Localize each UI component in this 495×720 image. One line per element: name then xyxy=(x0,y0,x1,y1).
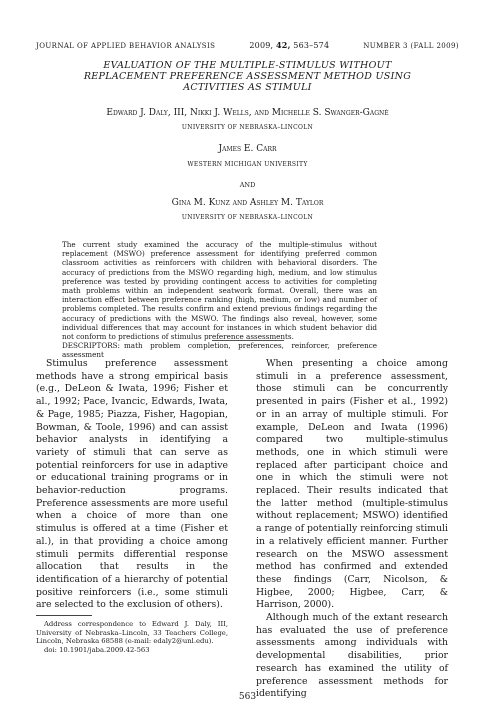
footnote-doi: doi: 10.1901/jaba.2009.42-563 xyxy=(44,645,150,654)
body-paragraph-2: When presenting a choice among stimuli in a preference assessment, those stimuli can be concurrently presented in pairs (Fisher et al., 1992) or in an array of multiple stimuli. For example, DeLeon and Iwata (1996) compared two multiple-stimulus methods, one in which stimuli were replaced after participant choice and one in which the stimuli were not replaced. Their results indicated that the latter method (multiple-stimulus without replacement; MSWO) identified a range of potentially reinforcing stimuli in a relatively efficient manner. Further research on the MSWO assessment method has confirmed and extended these findings (Carr, Nicolson, & Higbee, 2000; Higbee, Carr, & Harrison, 2000). xyxy=(256,358,448,611)
author-list-2: James E. Carr xyxy=(218,144,277,154)
running-head xyxy=(36,40,459,50)
body-column-left xyxy=(36,358,228,612)
issue-label: NUMBER 3 (FALL 2009) xyxy=(363,42,459,50)
article-title: EVALUATION OF THE MULTIPLE-STIMULUS WITHOUT REPLACEMENT PREFERENCE ASSESSMENT METHOD USING ACTIVITIES AS STIMULI xyxy=(83,60,412,93)
descriptors-text: math problem completion, preferences, reinforcer, preference assessment xyxy=(62,341,377,360)
footnote-rule xyxy=(36,615,92,616)
affiliation-1: UNIVERSITY OF NEBRASKA–LINCOLN xyxy=(181,124,314,131)
section-divider xyxy=(212,340,284,341)
citation xyxy=(249,40,329,50)
footnote-address: Address correspondence to Edward J. Daly, III, University of Nebraska–Lincoln, 33 Teachers College, Lincoln, Nebraska 68588 (e-mail: edaly2@unl.edu). xyxy=(36,620,228,646)
descriptors-label: DESCRIPTORS: xyxy=(62,341,120,351)
affiliation-3: UNIVERSITY OF NEBRASKA–LINCOLN xyxy=(181,214,314,221)
affiliation-2: WESTERN MICHIGAN UNIVERSITY xyxy=(187,161,308,168)
citation-year: 2009, xyxy=(249,41,277,50)
author-list-3: Gina M. Kunz and Ashley M. Taylor xyxy=(171,198,324,208)
author-and: AND xyxy=(239,181,256,189)
journal-name: JOURNAL OF APPLIED BEHAVIOR ANALYSIS xyxy=(36,42,216,50)
citation-pages: 563–574 xyxy=(290,41,330,50)
page-number: 563 xyxy=(238,692,257,702)
citation-volume: 42, xyxy=(276,40,291,50)
body-paragraph-3: Although much of the extant research has evaluated the use of preference assessments among individuals with developmental disabilities, prior research has examined the utility of preference assessment methods for identifying xyxy=(256,612,448,700)
author-list-1: Edward J. Daly, III, Nikki J. Wells, and Michelle S. Swanger-Gagné xyxy=(106,108,389,118)
descriptors xyxy=(62,341,377,359)
abstract xyxy=(62,240,377,360)
abstract-text: The current study examined the accuracy of the multiple-stimulus without replacement (MSWO) preference assessment for identifying preferred common classroom activities as reinforcers with children with behavioral disorders. The accuracy of predictions from the MSWO regarding high, medium, and low stimulus preference was tested by providing contingent access to activities for completing math problems within an independent seatwork format. Overall, there was an interaction effect between preference ranking (high, medium, or low) and number of problems completed. The results confirm and extend previous findings regarding the accuracy of predictions with the MSWO. The findings also reveal, however, some individual differences that may account for instances in which student behavior did not conform to predictions of stimulus preference assessments. xyxy=(62,240,377,342)
footnote xyxy=(36,620,228,654)
body-paragraph-1: Stimulus preference assessment methods have a strong empirical basis (e.g., DeLeon & Iwata, 1996; Fisher et al., 1992; Pace, Ivancic, Edwards, Iwata, & Page, 1985; Piazza, Fisher, Hagopian, Bowman, & Toole, 1996) and can assist behavior analysts in identifying a variety of stimuli that can serve as potential reinforcers for use in adaptive or educational training programs or in behavior-reduction programs. Preference assessments are more useful when a choice of more than one stimulus is offered at a time (Fisher et al.), in that providing a choice among stimuli permits differential response allocation that results in the identification of a hierarchy of potential positive reinforcers (i.e., some stimuli are selected to the exclusion of others). xyxy=(36,358,228,611)
body-column-right xyxy=(256,358,448,701)
